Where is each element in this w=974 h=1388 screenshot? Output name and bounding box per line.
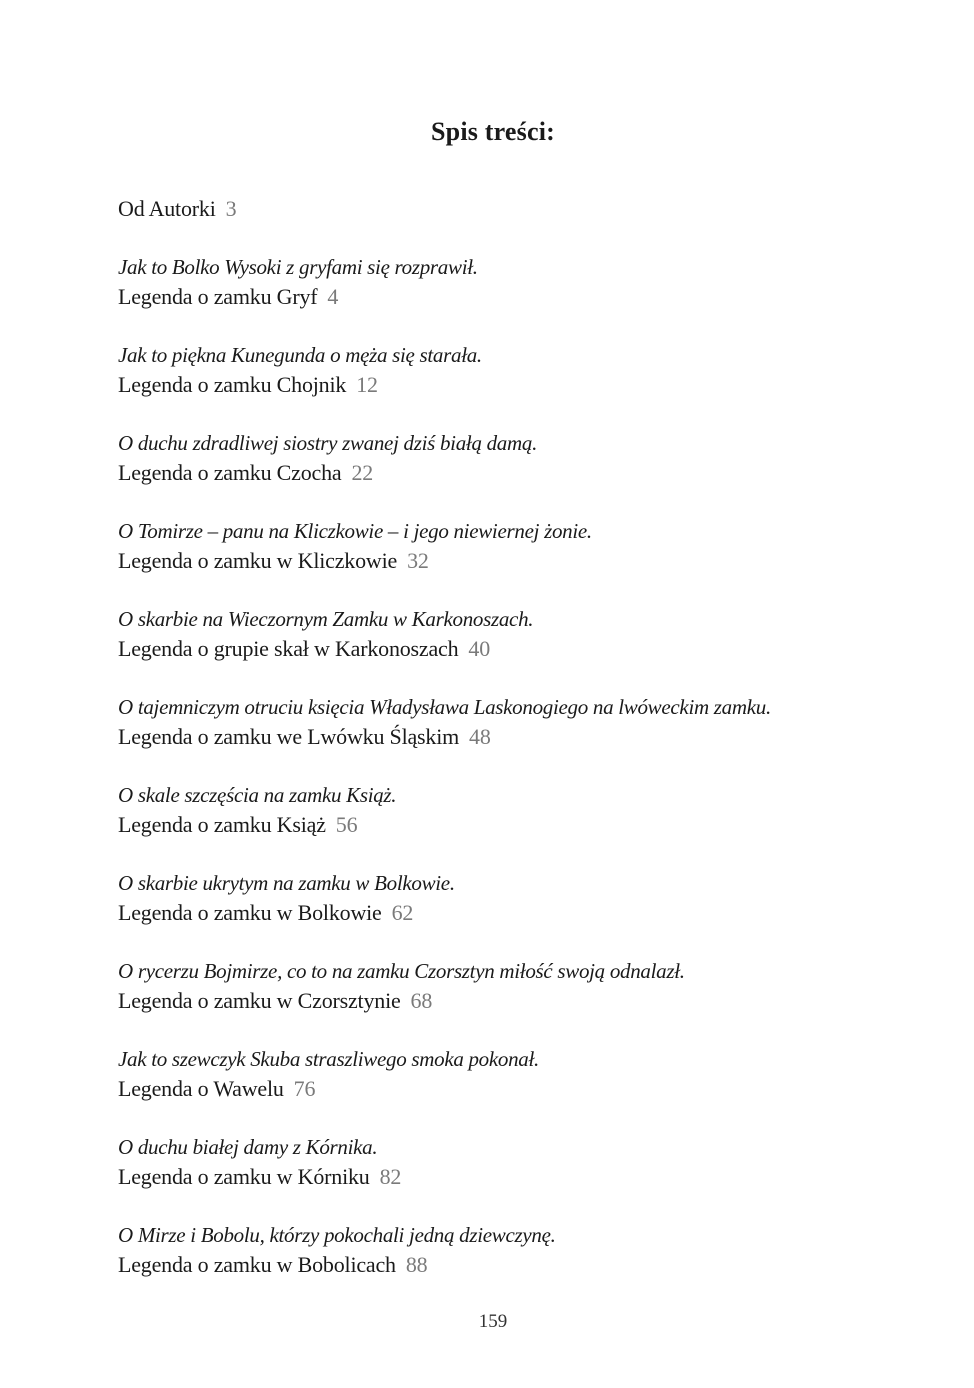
toc-entry[interactable] — [118, 1220, 918, 1280]
toc-entry-label: Legenda o Wawelu — [118, 1076, 284, 1101]
toc-entry-label: Legenda o zamku w Czorsztynie — [118, 988, 401, 1013]
toc-entry[interactable] — [118, 780, 918, 840]
toc-entry-subtitle: O Tomirze – panu na Kliczkowie – i jego niewiernej żonie. — [118, 519, 592, 543]
toc-entry-label: Legenda o zamku Książ — [118, 812, 326, 837]
toc-entry-label: Legenda o zamku w Bobolicach — [118, 1252, 396, 1277]
toc-entry-page: 12 — [356, 372, 378, 397]
toc-entry[interactable] — [118, 340, 918, 400]
toc-entry[interactable] — [118, 516, 918, 576]
toc-entry-line — [118, 1074, 918, 1104]
toc-entry-label: Legenda o zamku Czocha — [118, 460, 342, 485]
toc-entry-subtitle: Jak to Bolko Wysoki z gryfami się rozprawił. — [118, 255, 478, 279]
toc-entry[interactable] — [118, 428, 918, 488]
toc-entry-label: Legenda o zamku Chojnik — [118, 372, 347, 397]
toc-entry-line — [118, 810, 918, 840]
toc-entry-line — [118, 634, 918, 664]
toc-entry-line — [118, 282, 918, 312]
toc-entry-page: 3 — [225, 196, 237, 221]
toc-entry-line — [118, 1162, 918, 1192]
toc-entry-page: 76 — [293, 1076, 316, 1101]
toc-entry-page: 32 — [407, 548, 429, 573]
toc-entry-page: 4 — [327, 284, 339, 309]
toc-entry-line — [118, 546, 918, 576]
table-of-contents — [118, 194, 918, 1280]
toc-entry-page: 62 — [391, 900, 414, 925]
toc-entry[interactable] — [118, 692, 918, 752]
toc-entry-label: Legenda o zamku we Lwówku Śląskim — [118, 724, 460, 749]
toc-entry-subtitle: O rycerzu Bojmirze, co to na zamku Czorsztyn miłość swoją odnalazł. — [118, 959, 685, 983]
page-title: Spis treści: — [431, 117, 555, 147]
toc-entry-subtitle: Jak to piękna Kunegunda o męża się starała. — [118, 343, 482, 367]
toc-entry[interactable] — [118, 956, 918, 1016]
toc-entry[interactable] — [118, 194, 918, 224]
toc-entry-label: Legenda o grupie skał w Karkonoszach — [118, 636, 459, 661]
toc-entry-page: 48 — [469, 724, 491, 749]
toc-entry[interactable] — [118, 604, 918, 664]
toc-entry-line — [118, 898, 918, 928]
page-number: 159 — [478, 1311, 508, 1332]
toc-entry-subtitle: O duchu białej damy z Kórnika. — [118, 1135, 378, 1159]
toc-entry[interactable] — [118, 1132, 918, 1192]
toc-entry-page: 22 — [351, 460, 374, 485]
toc-entry-page: 82 — [379, 1164, 402, 1189]
toc-entry-label: Legenda o zamku w Bolkowie — [118, 900, 382, 925]
toc-entry-page: 56 — [335, 812, 358, 837]
toc-entry-subtitle: Jak to szewczyk Skuba straszliwego smoka pokonał. — [118, 1047, 539, 1071]
toc-entry-page: 40 — [468, 636, 491, 661]
toc-entry-line — [118, 986, 918, 1016]
toc-entry-page: 88 — [405, 1252, 428, 1277]
toc-entry[interactable] — [118, 252, 918, 312]
toc-entry[interactable] — [118, 1044, 918, 1104]
toc-entry-line — [118, 458, 918, 488]
toc-entry-line — [118, 1250, 918, 1280]
toc-entry-subtitle: O skarbie na Wieczornym Zamku w Karkonoszach. — [118, 607, 534, 631]
toc-entry[interactable] — [118, 868, 918, 928]
toc-entry-subtitle: O skarbie ukrytym na zamku w Bolkowie. — [118, 871, 455, 895]
toc-entry-line — [118, 370, 918, 400]
toc-entry-label: Legenda o zamku w Kórniku — [118, 1164, 370, 1189]
toc-entry-label: Od Autorki — [118, 196, 216, 221]
toc-entry-subtitle: O skale szczęścia na zamku Książ. — [118, 783, 397, 807]
toc-entry-page: 68 — [410, 988, 433, 1013]
toc-entry-label: Legenda o zamku w Kliczkowie — [118, 548, 398, 573]
toc-entry-label: Legenda o zamku Gryf — [118, 284, 318, 309]
toc-entry-subtitle: O Mirze i Bobolu, którzy pokochali jedną dziewczynę. — [118, 1223, 556, 1247]
toc-entry-line — [118, 722, 918, 752]
toc-entry-subtitle: O duchu zdradliwej siostry zwanej dziś białą damą. — [118, 431, 538, 455]
toc-entry-line — [118, 194, 918, 224]
toc-entry-subtitle: O tajemniczym otruciu księcia Władysława Laskonogiego na lwóweckim zamku. — [118, 695, 771, 719]
